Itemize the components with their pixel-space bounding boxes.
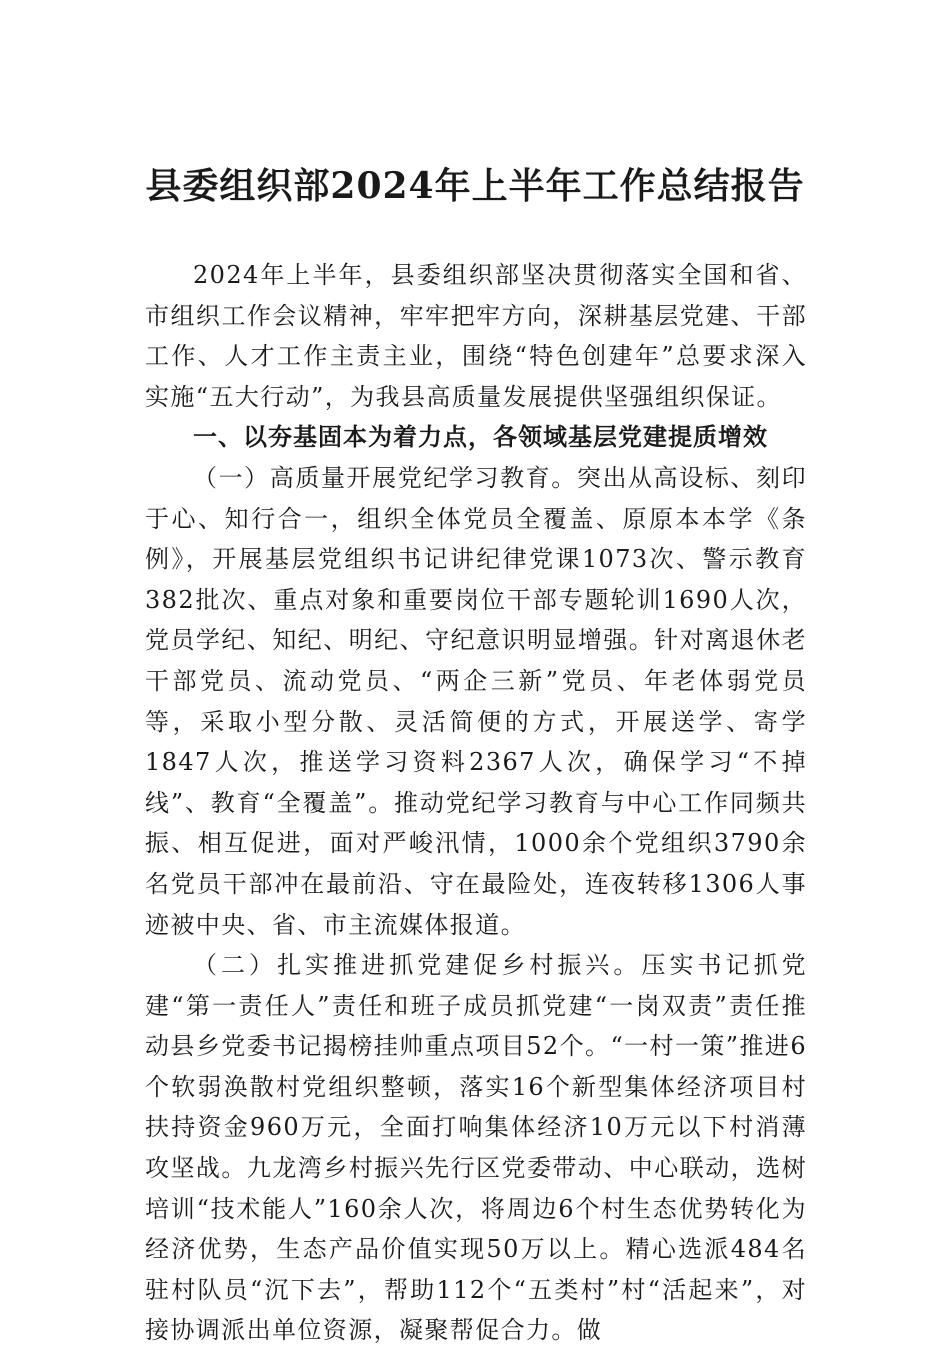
item-heading-2: （二）扎实推进抓党建促乡村振兴。 [193, 951, 642, 980]
intro-paragraph: 2024年上半年，县委组织部坚决贯彻落实全国和省、市组织工作会议精神，牢牢把牢方向，深耕基层党建、干部工作、人才工作主责主业，围绕“特色创建年”总要求深入实施“五大行动”，为我县高质量发展提供坚强组织保证。 [145, 261, 807, 411]
section-heading: 一、以夯基固本为着力点，各领域基层党建提质增效 [193, 422, 768, 452]
item-paragraph-1 [145, 458, 807, 945]
item-paragraph-2 [145, 945, 807, 1351]
item-heading-1: （一）高质量开展党纪学习教育。 [193, 463, 577, 492]
item-body-1: 突出从高设标、刻印于心、知行合一，组织全体党员全覆盖、原原本本学《条例》，开展基层党组织书记讲纪律党课1073次、警示教育382批次、重点对象和重要岗位干部专题轮训1690人次，党员学纪、知纪、明纪、守纪意识明显增强。针对离退休老干部党员、流动党员、“两企三新”党员、年老体弱党员等，采取小型分散、灵活简便的方式，开展送学、寄学1847人次，推送学习资料2367人次，确保学习“不掉线”、教育“全覆盖”。推动党纪学习教育与中心工作同频共振、相互促进，面对严峻汛情，1000余个党组织3790余名党员干部冲在最前沿、守在最险处，连夜转移1306人事迹被中央、省、市主流媒体报道。 [145, 463, 808, 939]
page-title: 县委组织部2024年上半年工作总结报告 [145, 165, 805, 207]
document-body [145, 255, 807, 1351]
item-body-2: 压实书记抓党建“第一责任人”责任和班子成员抓党建“一岗双责”责任推动县乡党委书记揭榜挂帅重点项目52个。“一村一策”推进6个软弱涣散村党组织整顿，落实16个新型集体经济项目村扶持资金960万元，全面打响集体经济10万元以下村消薄攻坚战。九龙湾乡村振兴先行区党委带动、中心联动，选树培训“技术能人”160余人次，将周边6个村生态优势转化为经济优势，生态产品价值实现50万以上。精心选派484名驻村队员“沉下去”，帮助112个“五类村”村“活起来”，对接协调派出单位资源，凝聚帮促合力。做 [145, 951, 807, 1345]
